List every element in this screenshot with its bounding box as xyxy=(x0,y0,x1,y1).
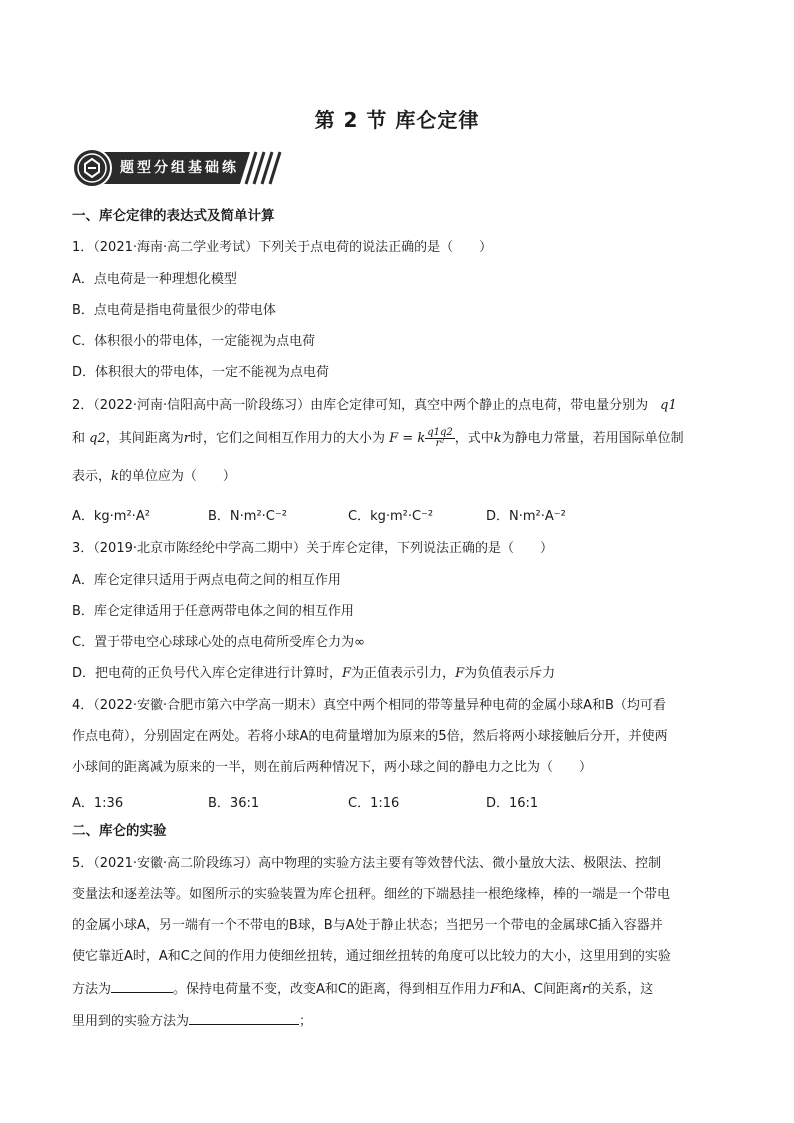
q4-option-a: A．1:36 xyxy=(72,796,124,811)
q3-d-F1: F xyxy=(342,666,352,681)
section-heading-1: 一、库仑定律的表达式及简单计算 xyxy=(72,208,275,224)
section-heading-2: 二、库仑的实验 xyxy=(72,823,167,839)
q2-and: 和 xyxy=(72,431,86,446)
q3-d-end: 为负值表示斥力 xyxy=(464,666,556,681)
q1-option-b: B．点电荷是指电荷量很少的带电体 xyxy=(72,303,276,318)
banner-label: 题型分组基础练 xyxy=(120,160,239,176)
q5-line-2: 变量法和逐差法等。如图所示的实验装置为库仑扭秤。细丝的下端悬挂一根绝缘棒，棒的一端是一个带电 xyxy=(72,887,671,902)
page-title: 第 2 节 库仑定律 xyxy=(314,108,480,132)
q5-line-1: 5．（2021·安徽·高二阶段练习）高中物理的实验方法主要有等效替代法、微小量放大法、极限法、控制 xyxy=(72,856,662,871)
q3-option-a: A．库仑定律只适用于两点电荷之间的相互作用 xyxy=(72,573,341,588)
q5-line5-F: F xyxy=(490,982,500,997)
q4-option-c: C．1:16 xyxy=(348,796,400,811)
q5-line6-end: ； xyxy=(299,1014,313,1029)
q4-line-3: 小球间的距离减为原来的一半，则在前后两种情况下，两小球之间的静电力之比为（ ） xyxy=(72,760,593,775)
q3-d-mid: 为正值表示引力， xyxy=(351,666,456,681)
formula-lhs: F = k xyxy=(389,431,426,446)
q2-end-text: 为静电力常量，若用国际单位制 xyxy=(501,431,684,446)
q5-line-4: 使它靠近A时，A和C之间的作用力使细丝扭转，通过细丝扭转的角度可以比较力的大小，这里用到的实验 xyxy=(72,949,671,964)
q4-line-1: 4．（2022·安徽·合肥市第六中学高一期末）真空中两个相同的带等量异种电荷的金属小球A和B（均可看 xyxy=(72,698,666,713)
q2-mid-text-2: 时，它们之间相互作用力的大小为 xyxy=(189,431,385,446)
q1-option-a: A．点电荷是一种理想化模型 xyxy=(72,272,237,287)
formula-fraction xyxy=(425,428,455,449)
q3-d-text: D．把电荷的正负号代入库仑定律进行计算时， xyxy=(72,666,343,681)
q2-line-3 xyxy=(72,469,236,485)
q4-line-2: 作点电荷），分别固定在两处。若将小球A的电荷量增加为原来的5倍，然后将两小球接触后分开，并使两 xyxy=(72,729,668,744)
q2-line3-end: 的单位应为（ ） xyxy=(118,469,236,484)
q5-line-3: 的金属小球A，另一端有一个不带电的B球，B与A处于静止状态；当把另一个带电的金属球C插入容器并 xyxy=(72,918,663,933)
q2-option-b: B．N·m²·C⁻² xyxy=(208,509,287,524)
q2-k-symbol: k xyxy=(493,431,502,446)
q4-option-b: B．36:1 xyxy=(208,796,260,811)
q1-stem: 1．（2021·海南·高二学业考试）下列关于点电荷的说法正确的是（ ） xyxy=(72,240,493,255)
q2-q2-symbol: q2 xyxy=(89,431,106,446)
q2-r-symbol: r xyxy=(183,431,190,446)
q5-line5-mid: 。保持电荷量不变，改变A和C的距离，得到相互作用力 xyxy=(173,982,490,997)
q2-mid-text: ，其间距离为 xyxy=(105,431,184,446)
q2-option-d: D．N·m²·A⁻² xyxy=(486,509,566,524)
q2-option-a: A．kg·m²·A² xyxy=(72,509,150,524)
q4-option-d: D．16:1 xyxy=(486,796,539,811)
q2-line3-text: 表示， xyxy=(72,469,112,484)
q5-line5-mid2: 和A、C间距离 xyxy=(499,982,583,997)
q3-option-c: C．置于带电空心球球心处的点电荷所受库仑力为∞ xyxy=(72,635,365,650)
q1-option-c: C．体积很小的带电体，一定能视为点电荷 xyxy=(72,334,316,349)
q2-option-c: C．kg·m²·C⁻² xyxy=(348,509,434,524)
q5-line5-pre: 方法为 xyxy=(72,982,112,997)
q5-line-5 xyxy=(72,980,653,998)
q3-option-b: B．库仑定律适用于任意两带电体之间的相互作用 xyxy=(72,604,354,619)
q2-post-text: ，式中 xyxy=(454,431,494,446)
answer-blank-1[interactable] xyxy=(111,980,173,993)
q5-line5-r: r xyxy=(582,982,589,997)
q1-option-d: D．体积很大的带电体，一定不能视为点电荷 xyxy=(72,365,330,380)
q2-line-1 xyxy=(72,398,677,414)
formula-numerator: q1q2 xyxy=(427,427,453,438)
section-banner xyxy=(72,148,288,188)
q3-d-F2: F xyxy=(455,666,465,681)
formula-denominator: r² xyxy=(435,438,445,449)
q2-line3-k: k xyxy=(111,469,119,484)
q2-q1-symbol: q1 xyxy=(660,398,677,413)
q2-line1-text: 2．（2022·河南·信阳高中高一阶段练习）由库仑定律可知，真空中两个静止的点电荷，带电量分别为 xyxy=(72,398,649,413)
q3-stem: 3．（2019·北京市陈经纶中学高二期中）关于库仑定律，下列说法正确的是（ ） xyxy=(72,541,553,556)
answer-blank-2[interactable] xyxy=(189,1012,299,1025)
q2-line-2 xyxy=(72,428,684,449)
q5-line-6 xyxy=(72,1012,312,1030)
q5-line5-end: 的关系，这 xyxy=(588,982,654,997)
q3-option-d xyxy=(72,666,555,682)
q5-line6-pre: 里用到的实验方法为 xyxy=(72,1014,190,1029)
